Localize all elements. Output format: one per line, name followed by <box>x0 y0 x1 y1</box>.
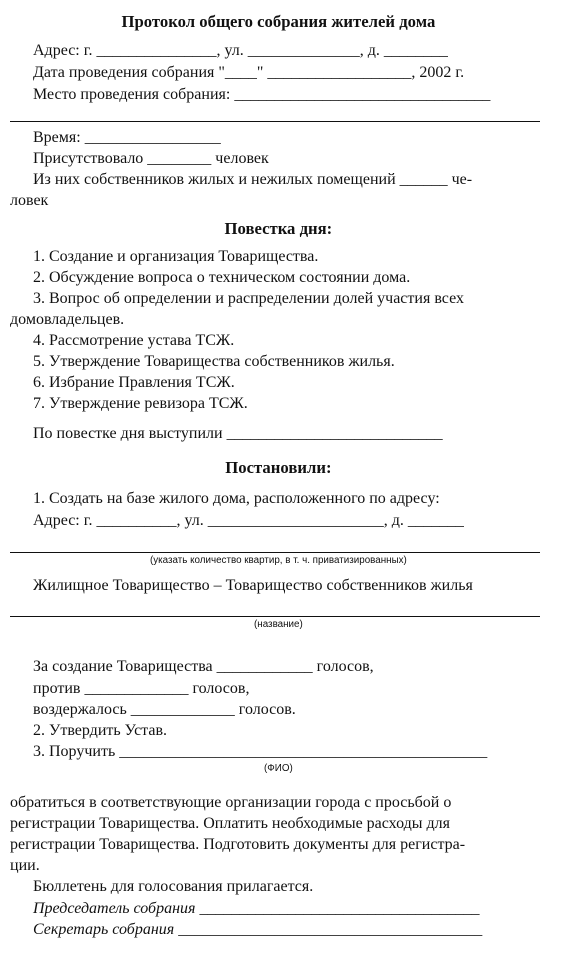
place-line: Место проведения собрания: ________________________________ <box>33 86 491 103</box>
agenda-item: 6. Избрание Правления ТСЖ. <box>33 374 235 391</box>
date-line: Дата проведения собрания "____" __________________, 2002 г. <box>33 64 465 81</box>
address-line: Адрес: г. _______________, ул. ______________, д. ________ <box>33 42 448 59</box>
blank-rule <box>10 121 540 122</box>
speakers-line: По повестке дня выступили ___________________________ <box>33 425 443 442</box>
votes-abstained-line: воздержалось _____________ голосов. <box>33 701 296 718</box>
caption-apartments: (указать количество квартир, в т. ч. приватизированных) <box>149 555 407 566</box>
caption-fio: (ФИО) <box>264 763 293 774</box>
secretary-label: Секретарь собрания <box>33 921 175 938</box>
paragraph-line: регистрации Товарищества. Оплатить необходимые расходы для <box>10 815 450 832</box>
bulletin-line: Бюллетень для голосования прилагается. <box>33 878 314 895</box>
time-line: Время: _________________ <box>33 129 221 146</box>
paragraph-line: регистрации Товарищества. Подготовить документы для регистра- <box>10 836 466 853</box>
owners-line-continued: ловек <box>10 192 49 209</box>
resolved-item: 2. Утвердить Устав. <box>33 722 168 739</box>
caption-name: (название) <box>254 619 303 630</box>
agenda-item: 5. Утверждение Товарищества собственников жилья. <box>33 353 395 370</box>
chairman-line <box>33 899 479 919</box>
resolved-item: 1. Создать на базе жилого дома, расположенного по адресу: <box>33 490 440 507</box>
resolved-item: 3. Поручить ______________________________________________ <box>33 743 488 760</box>
agenda-item: 2. Обсуждение вопроса о техническом состоянии дома. <box>33 269 411 286</box>
agenda-item: 3. Вопрос об определении и распределении долей участия всех <box>33 290 464 307</box>
resolved-address-line: Адрес: г. __________, ул. ______________________, д. _______ <box>33 512 464 529</box>
agenda-item: 4. Рассмотрение устава ТСЖ. <box>33 332 235 349</box>
agenda-item: 1. Создание и организация Товарищества. <box>33 248 319 265</box>
chairman-label: Председатель собрания <box>33 900 196 917</box>
resolved-heading: Постановили: <box>225 458 332 477</box>
agenda-heading: Повестка дня: <box>224 219 333 238</box>
secretary-blank: ______________________________________ <box>174 921 483 938</box>
blank-rule <box>10 616 540 617</box>
agenda-item-continued: домовладельцев. <box>10 311 125 328</box>
secretary-line <box>33 920 482 940</box>
association-line: Жилищное Товарищество – Товарищество собственников жилья <box>33 577 473 594</box>
votes-for-line: За создание Товарищества ____________ голосов, <box>33 658 374 675</box>
paragraph-line: обратиться в соответствующие организации города с просьбой о <box>10 794 452 811</box>
chairman-blank: ___________________________________ <box>195 900 480 917</box>
blank-rule <box>10 552 540 553</box>
owners-line: Из них собственников жилых и нежилых помещений ______ че- <box>33 171 473 188</box>
page-title: Протокол общего собрания жителей дома <box>121 12 436 31</box>
paragraph-line: ции. <box>10 857 40 874</box>
agenda-item: 7. Утверждение ревизора ТСЖ. <box>33 395 248 412</box>
votes-against-line: против _____________ голосов, <box>33 680 250 697</box>
attended-line: Присутствовало ________ человек <box>33 150 269 167</box>
